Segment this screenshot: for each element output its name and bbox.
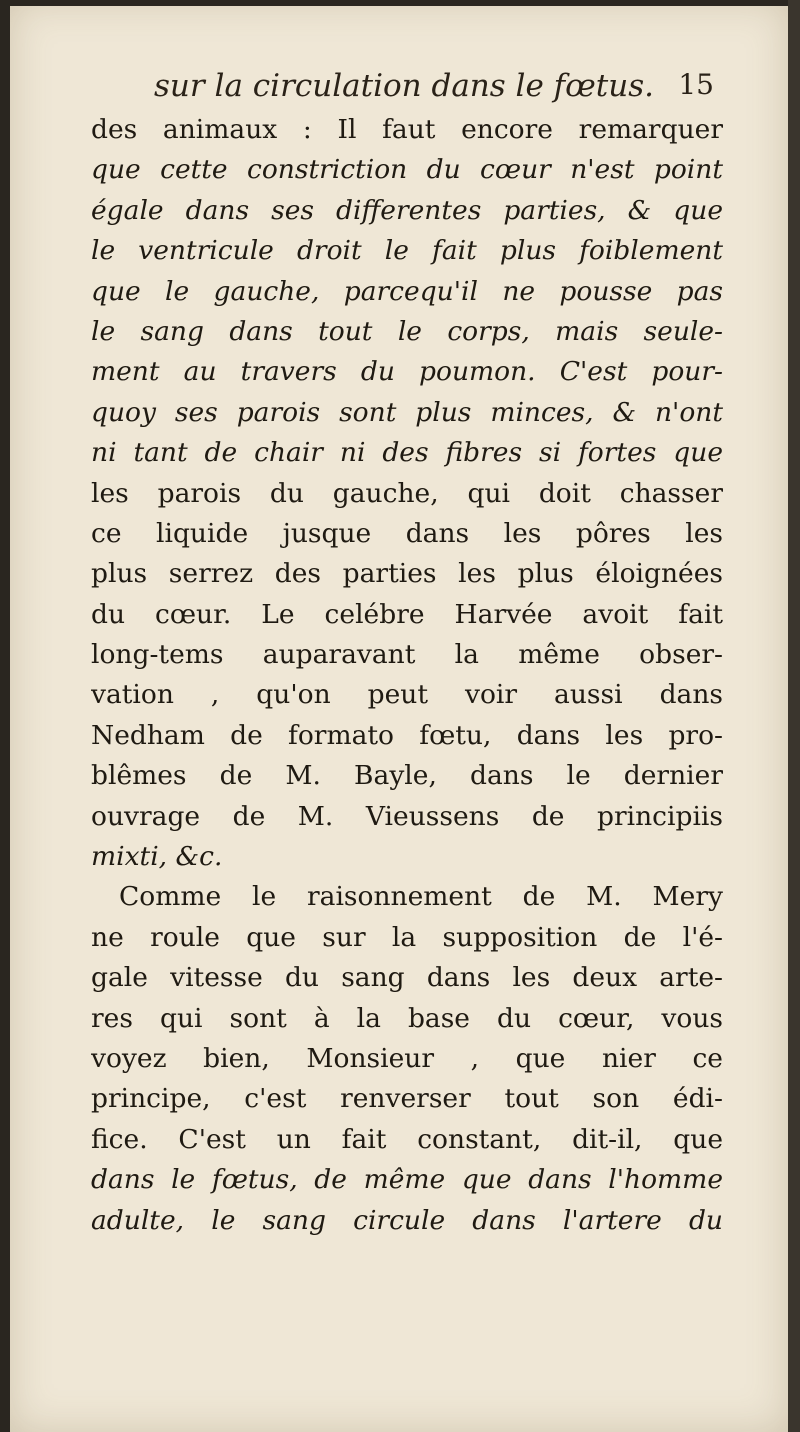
- text-line: le sang dans tout le corps, mais seule-: [91, 315, 723, 347]
- text-line: Comme le raisonnement de M. Mery: [119, 881, 723, 913]
- text-line: blêmes de M. Bayle, dans le dernier: [91, 760, 723, 792]
- text-line: le ventricule droit le fait plus foiblement: [91, 235, 723, 267]
- page-header: [154, 68, 714, 110]
- text-line: fice. C'est un fait constant, dit-il, que: [91, 1123, 723, 1155]
- book-page: [10, 0, 788, 1432]
- text-line: ni tant de chair ni des fibres si fortes que: [91, 437, 723, 469]
- text-line: que cette constriction du cœur n'est point: [91, 154, 723, 186]
- text-line: gale vitesse du sang dans les deux arte-: [91, 962, 723, 994]
- text-line: ment au travers du poumon. C'est pour-: [91, 356, 723, 388]
- text-line: des animaux : Il faut encore remarquer: [91, 114, 723, 145]
- text-line: ne roule que sur la supposition de l'é-: [91, 921, 723, 953]
- text-line: adulte, le sang circule dans l'artere du: [91, 1204, 723, 1236]
- text-line: Nedham de formato fœtu, dans les pro-: [91, 719, 723, 751]
- page-number: 15: [678, 68, 714, 101]
- page-edge-shadow: [788, 0, 800, 1432]
- text-line: dans le fœtus, de même que dans l'homme: [91, 1164, 723, 1196]
- text-line: ce liquide jusque dans les pôres les: [91, 517, 723, 549]
- text-line: du cœur. Le celébre Harvée avoit fait: [91, 598, 723, 630]
- text-line: long-tems auparavant la même obser-: [91, 639, 723, 671]
- text-line: mixti, &c.: [91, 841, 223, 873]
- text-line: les parois du gauche, qui doit chasser: [91, 477, 723, 509]
- text-line: vation , qu'on peut voir aussi dans: [91, 679, 723, 711]
- text-line: ouvrage de M. Vieussens de principiis: [91, 800, 723, 832]
- running-title: sur la circulation dans le fœtus.: [154, 68, 654, 104]
- text-line: plus serrez des parties les plus éloignées: [91, 558, 723, 590]
- text-line: voyez bien, Monsieur , que nier ce: [91, 1042, 723, 1074]
- text-line: que le gauche, parcequ'il ne pousse pas: [91, 275, 723, 307]
- text-line: principe, c'est renverser tout son édi-: [91, 1083, 723, 1115]
- text-line: quoy ses parois sont plus minces, & n'ont: [91, 396, 723, 428]
- body-text: [91, 110, 723, 1241]
- text-line: res qui sont à la base du cœur, vous: [91, 1002, 723, 1034]
- text-line: égale dans ses differentes parties, & que: [91, 194, 723, 226]
